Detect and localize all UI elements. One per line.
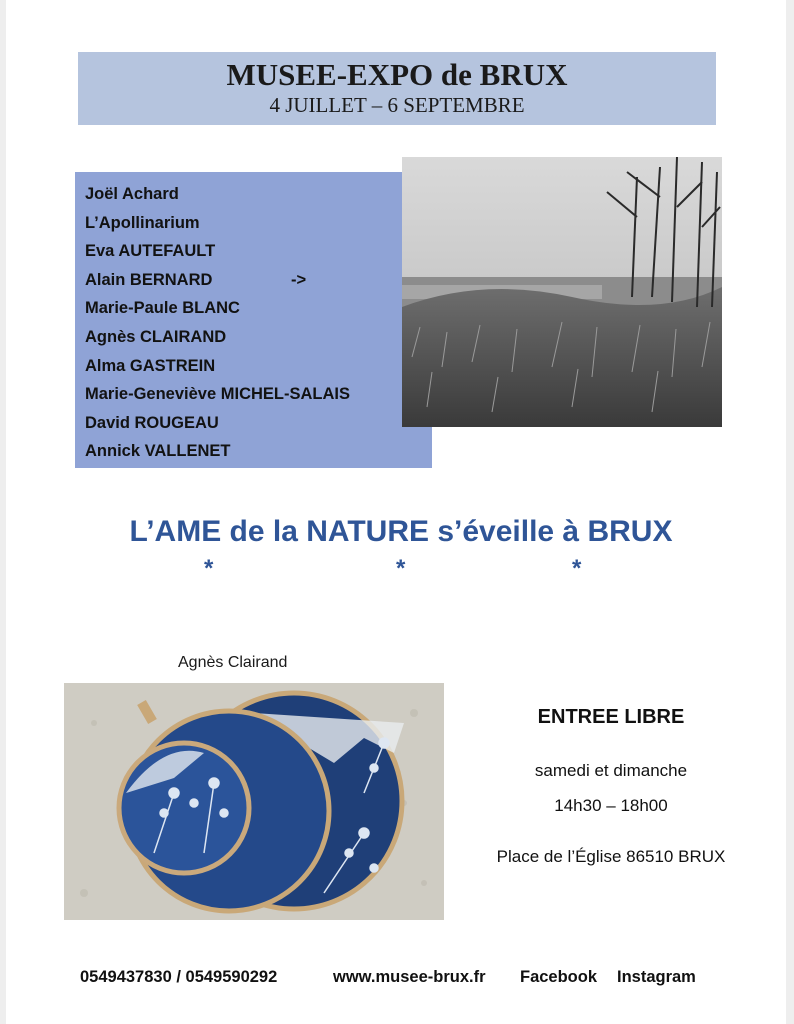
artist-item: Joël Achard — [85, 185, 179, 203]
instagram-link[interactable]: Instagram — [617, 968, 696, 986]
frosted-landscape-photo — [402, 157, 722, 427]
decorative-star: * — [572, 555, 582, 582]
facebook-link[interactable]: Facebook — [520, 968, 598, 986]
artist-item: Marie-Geneviève MICHEL-SALAIS — [85, 385, 350, 404]
arrow-indicator: -> — [291, 270, 307, 289]
venue-address: Place de l’Église 86510 BRUX — [496, 847, 726, 866]
artist-list — [85, 180, 350, 466]
decorative-star: * — [204, 555, 214, 582]
artist-item: L’Apollinarium — [85, 213, 200, 232]
opening-days: samedi et dimanche — [534, 761, 688, 780]
poster-page — [6, 0, 786, 1024]
cyanotype-embroidery-hoops-photo — [64, 683, 444, 920]
artist-item-featured — [85, 266, 350, 295]
photo-caption: Agnès Clairand — [178, 654, 288, 671]
artist-name: Alain BERNARD — [85, 270, 213, 289]
artist-item: Annick VALLENET — [85, 442, 231, 461]
exhibition-headline: L’AME de la NATURE s’éveille à BRUX — [129, 515, 673, 548]
artist-item: Alma GASTREIN — [85, 356, 216, 375]
exhibition-dates: 4 JUILLET – 6 SEPTEMBRE — [269, 93, 525, 117]
opening-hours: 14h30 – 18h00 — [554, 796, 668, 815]
artist-item: David ROUGEAU — [85, 413, 219, 432]
phone-numbers: 0549437830 / 0549590292 — [80, 968, 278, 986]
poster-title: MUSEE-EXPO de BRUX — [226, 57, 568, 92]
artist-item: Marie-Paule BLANC — [85, 299, 240, 318]
free-entry-label: ENTREE LIBRE — [537, 706, 685, 728]
title-band — [78, 52, 716, 125]
decorative-star: * — [396, 555, 406, 582]
artist-list-panel — [75, 172, 432, 468]
website-link[interactable]: www.musee-brux.fr — [333, 968, 486, 986]
artist-item: Eva AUTEFAULT — [85, 242, 216, 261]
artist-item: Agnès CLAIRAND — [85, 327, 227, 346]
